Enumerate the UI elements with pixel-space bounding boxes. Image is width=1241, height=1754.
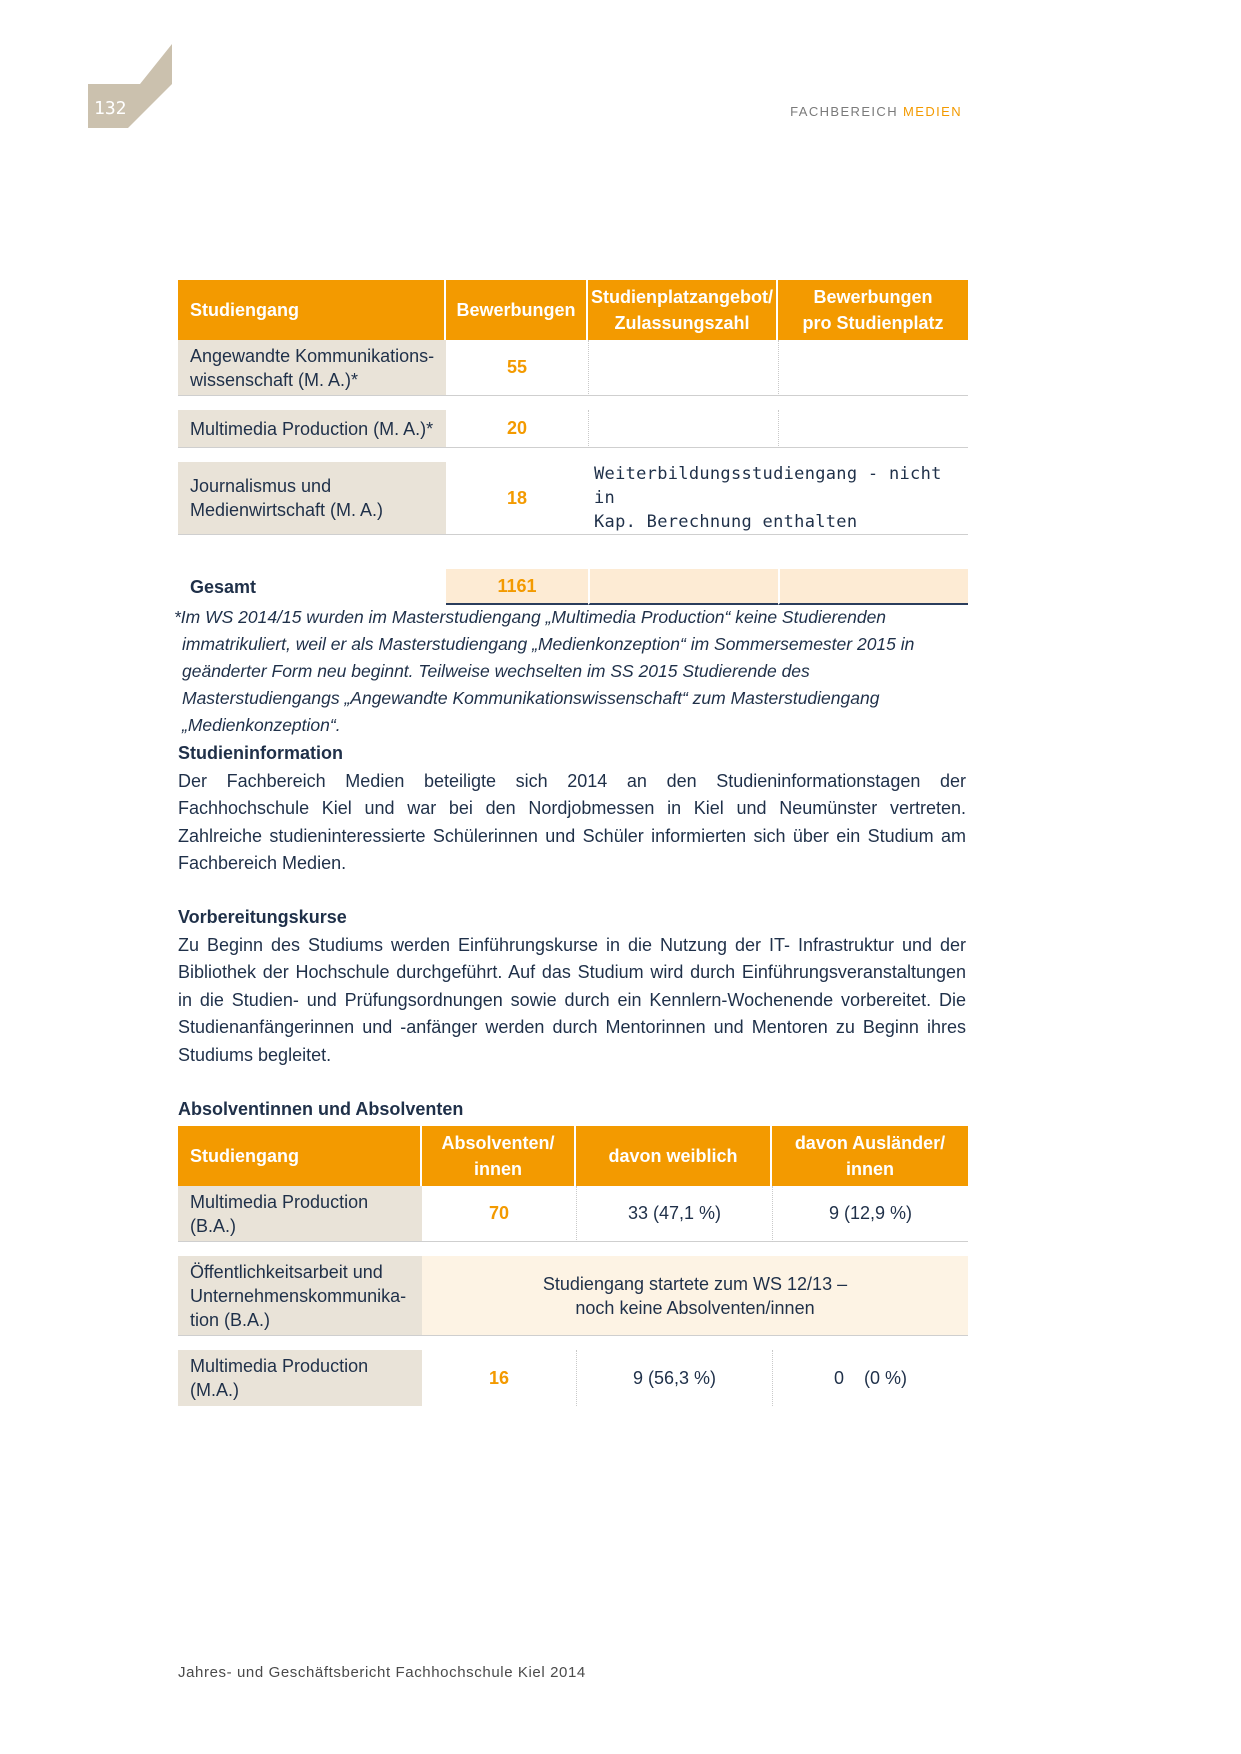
row-label-line3: tion (B.A.) [190, 1309, 271, 1330]
row-label [178, 1186, 422, 1242]
row-label-line2: (B.A.) [190, 1215, 237, 1236]
row-label-line1: Öffentlichkeitsarbeit und [190, 1261, 383, 1282]
table-row [178, 340, 968, 396]
empty-cell [778, 569, 968, 605]
running-head [790, 104, 962, 119]
note-line2: Kap. Berechnung enthalten [594, 512, 858, 532]
header-bewerbungen: Bewerbungen [446, 280, 588, 340]
table-row [178, 1350, 968, 1406]
studieninformation-section [178, 740, 966, 878]
note-line1: Studiengang startete zum WS 12/13 – [542, 1273, 848, 1294]
row-label [178, 1256, 422, 1336]
header-bewerbungen-pro-platz [778, 280, 968, 340]
header-pro-line2: pro Studienplatz [802, 313, 944, 333]
page-number: 132 [94, 98, 127, 119]
table-row [178, 410, 968, 448]
section-heading: Studieninformation [178, 743, 343, 763]
weiblich-value: 33 (47,1 %) [576, 1186, 772, 1242]
empty-cell [588, 410, 778, 448]
applications-table [178, 280, 968, 605]
header-auslaender-line2: innen [846, 1159, 894, 1179]
footnote: *Im WS 2014/15 wurden im Masterstudiengang „Multimedia Production“ keine Studierenden immatrikuliert, weil er als Masterstudiengang „Medienkonzeption“ im Sommersemester 2015 in geänderter Form neu beginnt. Teilweise wechselten im SS 2015 Studierende des Masterstudiengangs „Angewandte Kommunikationswissenschaft“ zum Masterstudiengang „Medienkonzeption“. [174, 607, 915, 735]
total-value: 1161 [446, 569, 588, 605]
header-auslaender-line1: davon Ausländer/ [794, 1133, 946, 1153]
note-line2: noch keine Absolventen/innen [575, 1297, 815, 1318]
row-label-line1: Journalismus und [190, 476, 332, 496]
running-head-prefix: FACHBEREICH [790, 104, 899, 119]
section-text: Zu Beginn des Studiums werden Einführungskurse in die Nutzung der IT- Infrastruktur und der Bibliothek der Hochschule durchgeführt. Auf das Studium wird durch Einführungsveranstaltungen in die Studien- und Prüfungsordnungen sowie durch ein Kennlern-Wochenende vorbereitet. Die Studienanfängerinnen und -anfänger werden durch Mentorinnen und Mentoren zu Beginn ihres Studiums begleitet. [178, 934, 966, 1065]
row-label-line1: Multimedia Production [190, 1356, 369, 1376]
header-studiengang: Studiengang [178, 280, 446, 340]
row-label [178, 340, 446, 396]
empty-cell [778, 340, 968, 396]
graduates-heading-block [178, 1096, 966, 1124]
header-pro-line1: Bewerbungen [813, 287, 933, 307]
row-label-line2: Unternehmenskommunika- [190, 1285, 407, 1306]
weiterbildung-note [588, 462, 968, 535]
bewerbungen-value: 18 [446, 462, 588, 535]
row-label [178, 462, 446, 535]
table-row [178, 1186, 968, 1242]
header-absolventen-line1: Absolventen/ [441, 1133, 555, 1153]
empty-cell [588, 340, 778, 396]
row-label-line1: Multimedia Production [190, 1191, 369, 1212]
running-head-accent: MEDIEN [903, 104, 962, 119]
vorbereitungskurse-section [178, 904, 966, 1069]
graduates-table [178, 1126, 968, 1406]
empty-cell [588, 569, 778, 605]
row-label-line1: Angewandte Kommunikations- [190, 345, 435, 366]
auslaender-value: 9 (12,9 %) [772, 1186, 968, 1242]
total-row [178, 569, 968, 605]
auslaender-value: 0 (0 %) [772, 1350, 968, 1406]
row-label-line2: wissenschaft (M. A.)* [190, 369, 359, 390]
row-label-line2: (M.A.) [190, 1380, 239, 1400]
header-absolventen [422, 1126, 576, 1186]
table-row [178, 1256, 968, 1336]
row-label-line2: Medienwirtschaft (M. A.) [190, 500, 384, 520]
section-text: Der Fachbereich Medien beteiligte sich 2014 an den Studieninformationstagen der Fachhochschule Kiel und war bei den Nordjobmessen in Kiel und Neumünster vertreten. Zahlreiche studieninteressierte Schülerinnen und Schüler informierten sich über ein Studium am Fachbereich Medien. [178, 770, 966, 873]
section-heading: Vorbereitungskurse [178, 907, 347, 927]
bewerbungen-value: 20 [446, 410, 588, 448]
header-angebot-line1: Studienplatzangebot/ [591, 287, 773, 307]
bewerbungen-value: 55 [446, 340, 588, 396]
absolventen-value: 16 [488, 1367, 510, 1388]
header-auslaender [772, 1126, 968, 1186]
header-weiblich: davon weiblich [576, 1126, 772, 1186]
weiblich-value: 9 (56,3 %) [576, 1350, 772, 1406]
header-studienplatzangebot [588, 280, 778, 340]
no-graduates-note [422, 1256, 968, 1336]
header-studiengang: Studiengang [178, 1126, 422, 1186]
page-footer: Jahres- und Geschäftsbericht Fachhochschule Kiel 2014 [178, 1664, 586, 1681]
absolventen-value: 70 [422, 1186, 576, 1242]
table-row [178, 462, 968, 535]
graduates-heading: Absolventinnen und Absolventen [178, 1099, 464, 1119]
row-label: Multimedia Production (M. A.)* [178, 410, 446, 448]
total-label: Gesamt [190, 576, 257, 597]
row-label [178, 1350, 422, 1406]
empty-cell [778, 410, 968, 448]
header-angebot-line2: Zulassungszahl [614, 313, 750, 333]
header-absolventen-line2: innen [474, 1159, 522, 1179]
note-line1: Weiterbildungsstudiengang - nicht in [594, 464, 942, 508]
